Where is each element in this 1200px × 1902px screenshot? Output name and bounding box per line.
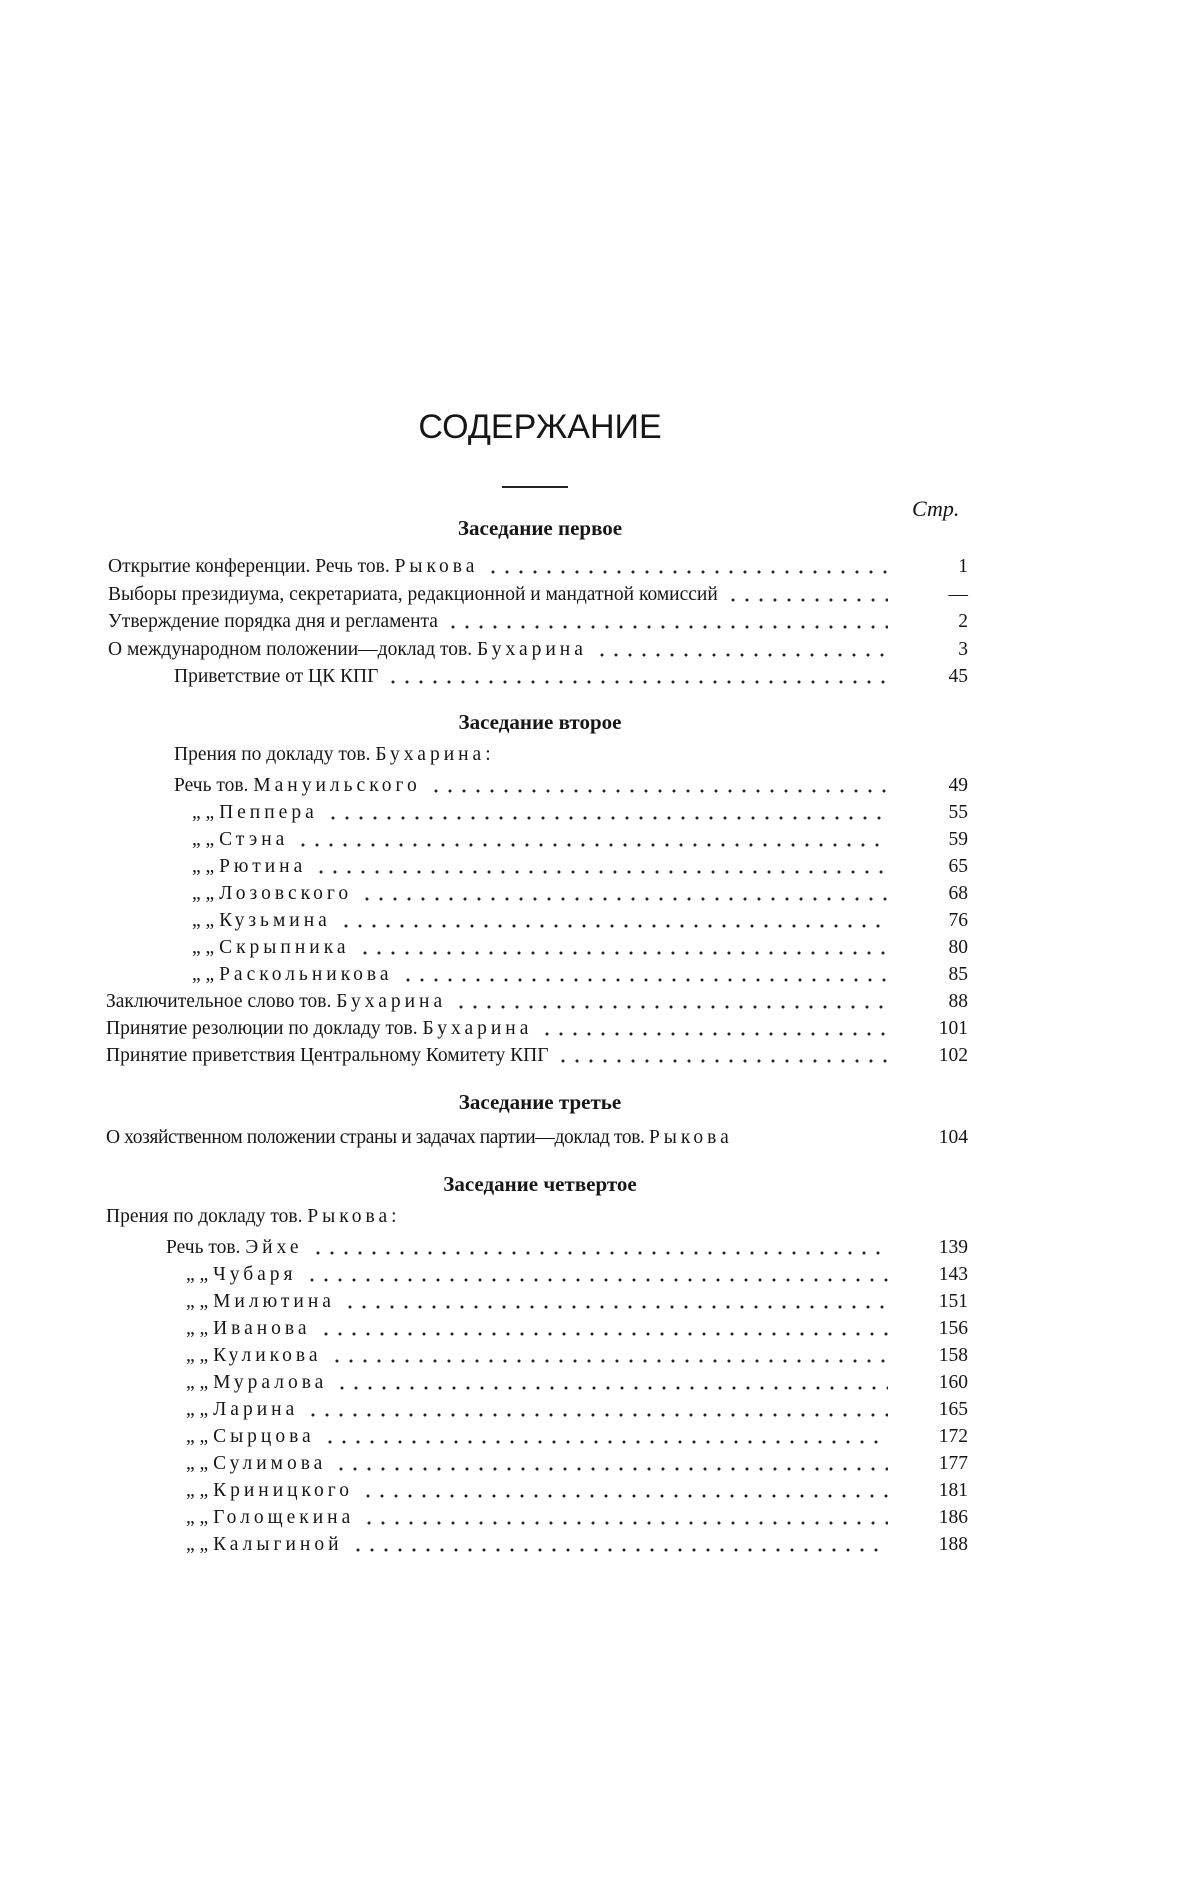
toc-entry[interactable]: „ „ Криницкого 181 bbox=[186, 1477, 968, 1504]
toc-entry-name: Муралова bbox=[213, 1372, 328, 1393]
toc-page-number: 172 bbox=[938, 1426, 968, 1447]
toc-page-number: 160 bbox=[938, 1372, 968, 1393]
toc-page-number: 177 bbox=[938, 1453, 968, 1474]
section-heading: Заседание первое bbox=[457, 516, 623, 540]
toc-entry-name: Эйхе bbox=[245, 1237, 303, 1258]
toc-entry-name: Рыкова bbox=[394, 556, 479, 577]
toc-page-number: 65 bbox=[948, 856, 968, 877]
page-column-header: Стр. bbox=[912, 496, 960, 521]
toc-page-number: 158 bbox=[938, 1345, 968, 1366]
toc-entry[interactable]: Речь тов. Мануильского 49 bbox=[174, 772, 968, 799]
toc-entry-name: Куликова bbox=[213, 1345, 322, 1366]
toc-entry[interactable]: „ „ Куликова 158 bbox=[186, 1342, 968, 1369]
toc-entry[interactable]: „ „ Лозовского 68 bbox=[192, 880, 968, 907]
toc-entry[interactable]: „ „ Раскольникова 85 bbox=[192, 961, 968, 988]
toc-entry-name: Бухарина bbox=[476, 639, 587, 660]
section-heading: Заседание четвертое bbox=[443, 1172, 637, 1196]
toc-page-number: 151 bbox=[938, 1291, 968, 1312]
toc-page-number: 186 bbox=[938, 1507, 968, 1528]
toc-entry[interactable]: О хозяйственном положении страны и задачах партии—доклад тов. Рыкова 104 bbox=[106, 1124, 968, 1151]
toc-entry-name: Скрыпника bbox=[219, 937, 350, 958]
toc-entry[interactable]: „ „ Сырцова 172 bbox=[186, 1423, 968, 1450]
toc-page-number: 102 bbox=[938, 1045, 968, 1066]
toc-entry[interactable]: „ „ Скрыпника 80 bbox=[192, 934, 968, 961]
toc-page-number: 3 bbox=[958, 639, 968, 660]
toc-entry[interactable]: „ „ Пеппера 55 bbox=[192, 799, 968, 826]
toc-entry[interactable]: „ „ Ларина 165 bbox=[186, 1396, 968, 1423]
toc-entry[interactable]: Открытие конференции. Речь тов. Рыкова 1 bbox=[108, 553, 968, 580]
title-rule bbox=[502, 486, 568, 488]
toc-entry[interactable]: „ „ Голощекина 186 bbox=[186, 1504, 968, 1531]
toc-entry-name: Бухарина bbox=[422, 1018, 533, 1039]
toc-entry-name: Криницкого bbox=[213, 1480, 354, 1501]
toc-page-number: — bbox=[948, 584, 968, 605]
toc-entry-name: Калыгиной bbox=[213, 1534, 343, 1555]
toc-entry[interactable]: „ „ Чубаря 143 bbox=[186, 1261, 968, 1288]
toc-page-number: 59 bbox=[948, 829, 968, 850]
toc-entry-name: Ларина bbox=[213, 1399, 299, 1420]
toc-entry[interactable]: Утверждение порядка дня и регламента 2 bbox=[108, 608, 968, 635]
toc-entry[interactable]: Принятие резолюции по докладу тов. Бухарина 101 bbox=[106, 1015, 968, 1042]
toc-page-number: 49 bbox=[948, 775, 968, 796]
toc-entry[interactable]: О международном положении—доклад тов. Бухарина 3 bbox=[108, 636, 968, 663]
toc-page-number: 188 bbox=[938, 1534, 968, 1555]
toc-entry-name: Пеппера bbox=[219, 802, 318, 823]
toc-page-number: 55 bbox=[948, 802, 968, 823]
toc-entry[interactable]: „ „ Сулимова 177 bbox=[186, 1450, 968, 1477]
toc-page-number: 85 bbox=[948, 964, 968, 985]
toc-page-number: 101 bbox=[938, 1018, 968, 1039]
toc-entry-name: Бухарина bbox=[336, 991, 447, 1012]
toc-page-number: 165 bbox=[938, 1399, 968, 1420]
toc-entry-name: Сулимова bbox=[213, 1453, 327, 1474]
toc-entry[interactable]: „ „ Милютина 151 bbox=[186, 1288, 968, 1315]
toc-subheading: Прения по докладу тов. Бухарина: bbox=[174, 744, 495, 765]
toc-entry-name: Сырцова bbox=[213, 1426, 315, 1447]
toc-entry[interactable]: „ „ Стэна 59 bbox=[192, 826, 968, 853]
section-heading: Заседание третье bbox=[458, 1090, 622, 1114]
toc-entry[interactable]: „ „ Кузьмина 76 bbox=[192, 907, 968, 934]
toc-page-number: 45 bbox=[948, 666, 968, 687]
toc-entry-name: Мануильского bbox=[253, 775, 421, 796]
toc-page-number: 2 bbox=[958, 611, 968, 632]
toc-page-number: 80 bbox=[948, 937, 968, 958]
toc-entry-name: Голощекина bbox=[213, 1507, 355, 1528]
toc-entry-name: Рютина bbox=[219, 856, 307, 877]
toc-entry-name: Иванова bbox=[213, 1318, 311, 1339]
toc-page-number: 181 bbox=[938, 1480, 968, 1501]
toc-entry[interactable]: Заключительное слово тов. Бухарина 88 bbox=[106, 988, 968, 1015]
toc-entry-name: Милютина bbox=[213, 1291, 335, 1312]
toc-entry[interactable]: Приветствие от ЦК КПГ 45 bbox=[174, 663, 968, 690]
toc-entry[interactable]: Выборы президиума, секретариата, редакционной и мандатной комиссий — bbox=[108, 581, 968, 608]
toc-page-number: 156 bbox=[938, 1318, 968, 1339]
toc-entry[interactable]: „ „ Муралова 160 bbox=[186, 1369, 968, 1396]
toc-entry-name: Раскольникова bbox=[219, 964, 393, 985]
toc-page-number: 139 bbox=[938, 1237, 968, 1258]
toc-subheading: Прения по докладу тов. Рыкова: bbox=[106, 1206, 401, 1227]
page-title: СОДЕРЖАНИЕ bbox=[418, 408, 662, 446]
toc-entry-name: Лозовского bbox=[219, 883, 353, 904]
toc-page-number: 104 bbox=[938, 1127, 968, 1148]
toc-entry-name: Чубаря bbox=[213, 1264, 297, 1285]
toc-page-number: 143 bbox=[938, 1264, 968, 1285]
toc-page-number: 88 bbox=[948, 991, 968, 1012]
section-heading: Заседание второе bbox=[458, 710, 622, 734]
toc-page-number: 1 bbox=[958, 556, 968, 577]
toc-entry[interactable]: „ „ Рютина 65 bbox=[192, 853, 968, 880]
toc-entry[interactable]: „ „ Калыгиной 188 bbox=[186, 1531, 968, 1558]
toc-entry[interactable]: Принятие приветствия Центральному Комитету КПГ 102 bbox=[106, 1042, 968, 1069]
toc-page-number: 68 bbox=[948, 883, 968, 904]
toc-page-number: 76 bbox=[948, 910, 968, 931]
toc-entry-name: Стэна bbox=[219, 829, 289, 850]
toc-entry[interactable]: Речь тов. Эйхе 139 bbox=[166, 1234, 968, 1261]
toc-entry[interactable]: „ „ Иванова 156 bbox=[186, 1315, 968, 1342]
toc-entry-name: Кузьмина bbox=[219, 910, 331, 931]
toc-entry-name: Рыкова bbox=[648, 1127, 733, 1148]
